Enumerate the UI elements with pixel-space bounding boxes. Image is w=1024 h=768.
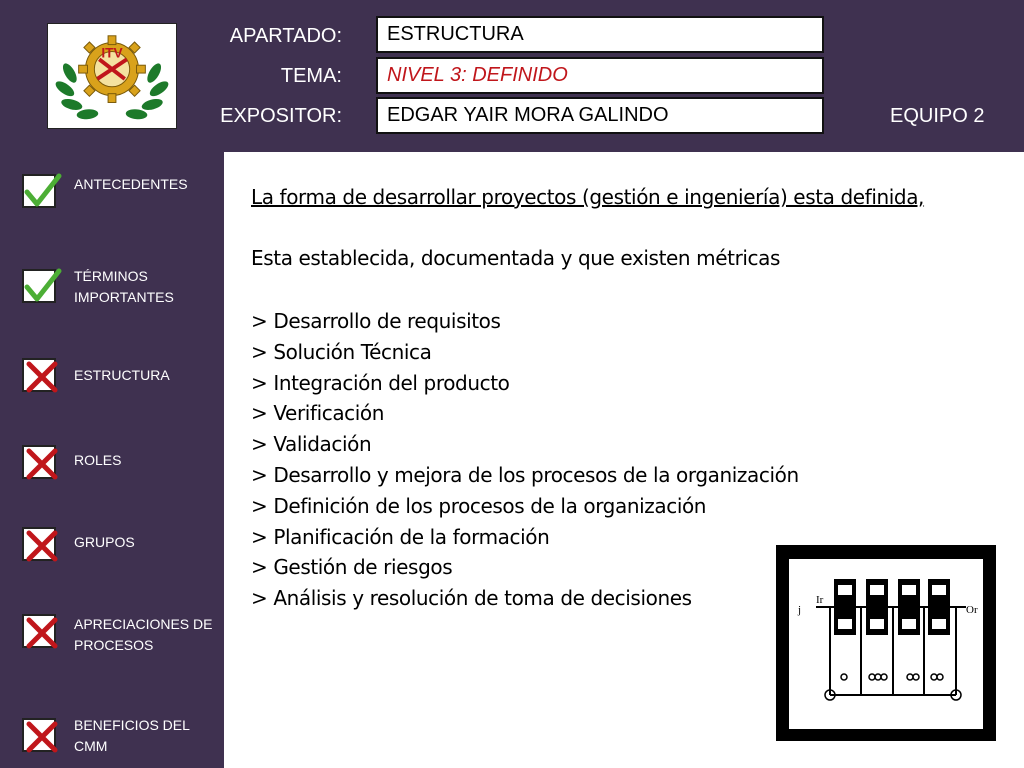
checkbox-checked — [22, 174, 56, 208]
checkbox-crossed — [22, 527, 56, 561]
expositor-label: EXPOSITOR: — [220, 105, 342, 127]
list-item: > Verificación — [251, 401, 385, 426]
institution-logo — [47, 23, 177, 129]
sidebar-item-apreciaciones-de-procesos[interactable] — [22, 614, 222, 658]
sidebar — [0, 152, 224, 768]
apartado-label: APARTADO: — [229, 25, 342, 47]
sidebar-item-terminos-importantes[interactable] — [22, 269, 222, 313]
list-item: > Solución Técnica — [251, 339, 432, 364]
list-item: > Gestión de riesgos — [251, 555, 453, 580]
sidebar-item-estructura[interactable] — [22, 358, 222, 402]
process-area-list — [251, 306, 802, 616]
tema-field: NIVEL 3: DEFINIDO — [376, 57, 824, 94]
circuit-diagram-icon — [776, 545, 996, 741]
checkmark-icon — [21, 267, 63, 309]
sidebar-item-label: TÉRMINOS IMPORTANTES — [74, 268, 174, 305]
checkbox-crossed — [22, 614, 56, 648]
sidebar-item-label: ROLES — [74, 452, 122, 468]
sidebar-item-label: ESTRUCTURA — [74, 367, 170, 383]
tema-label: TEMA: — [280, 65, 342, 87]
cross-icon — [21, 525, 63, 567]
circuit-diagram-image — [776, 545, 996, 741]
apartado-field: ESTRUCTURA — [376, 16, 824, 53]
header — [0, 0, 1024, 152]
sidebar-item-label: BENEFICIOS DEL CMM — [74, 717, 190, 754]
list-item: > Desarrollo de requisitos — [251, 309, 501, 333]
list-item: > Integración del producto — [251, 370, 510, 395]
sidebar-item-antecedentes[interactable] — [22, 174, 222, 218]
sidebar-item-label: ANTECEDENTES — [74, 176, 188, 192]
cross-icon — [21, 612, 63, 654]
team-label: EQUIPO 2 — [890, 105, 985, 127]
sidebar-item-beneficios-del-cmm[interactable] — [22, 718, 222, 762]
list-item: > Análisis y resolución de toma de decisiones — [251, 586, 692, 611]
content-subtitle: Esta establecida, documentada y que existen métricas — [251, 246, 781, 270]
sidebar-item-grupos[interactable] — [22, 527, 222, 571]
gear-laurel-logo-icon — [48, 24, 176, 128]
checkbox-crossed — [22, 718, 56, 752]
cross-icon — [21, 356, 63, 398]
sidebar-item-label: GRUPOS — [74, 534, 135, 550]
sidebar-item-label: APRECIACIONES DE PROCESOS — [74, 616, 213, 653]
cross-icon — [21, 443, 63, 485]
list-item: > Definición de los procesos de la organización — [251, 493, 707, 518]
svg-text:Ir: Ir — [816, 594, 824, 606]
expositor-field: EDGAR YAIR MORA GALINDO — [376, 97, 824, 134]
checkbox-checked — [22, 269, 56, 303]
svg-text:j: j — [798, 604, 802, 616]
list-item: > Validación — [251, 432, 372, 457]
svg-text:Or: Or — [966, 604, 978, 616]
logo-text: ITV — [101, 45, 123, 61]
checkbox-crossed — [22, 358, 56, 392]
list-item: > Desarrollo y mejora de los procesos de la organización — [251, 462, 799, 487]
sidebar-item-roles[interactable] — [22, 445, 222, 489]
checkmark-icon — [21, 172, 63, 214]
cross-icon — [21, 716, 63, 758]
checkbox-crossed — [22, 445, 56, 479]
content-heading: La forma de desarrollar proyectos (gestión e ingeniería) esta definida, — [251, 185, 925, 209]
list-item: > Planificación de la formación — [251, 524, 550, 549]
